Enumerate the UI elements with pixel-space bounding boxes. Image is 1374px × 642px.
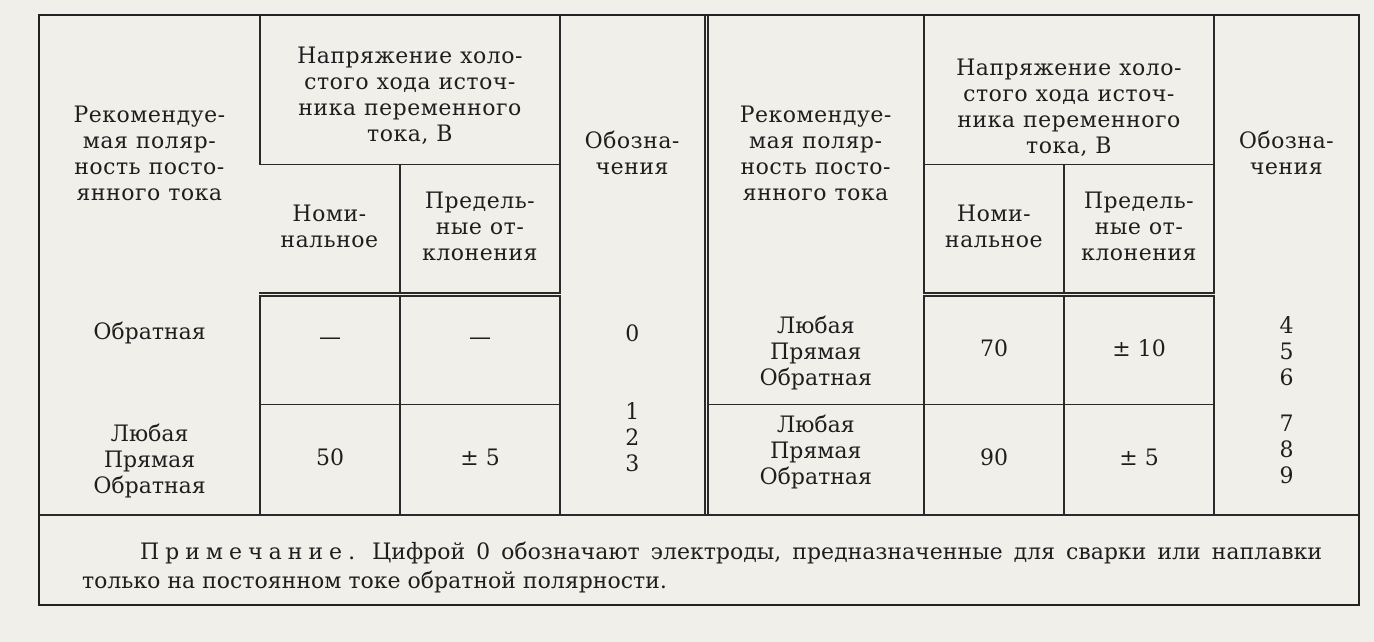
- header-polarity-left: Рекомендуе- мая поляр- ность посто- янного тока: [73, 103, 226, 206]
- right-row-2-codes: 7 8 9: [1214, 404, 1358, 514]
- header-nominal-left: Номи- нальное: [260, 164, 400, 294]
- right-row-2-deviation: ± 5: [1064, 404, 1214, 514]
- electrode-table: [40, 16, 1358, 514]
- document-page: [38, 14, 1360, 606]
- left-code-0: 0: [625, 322, 640, 347]
- header-designation-left: Обозна- чения: [560, 16, 706, 294]
- left-code-3: 3: [625, 452, 640, 477]
- left-row-1-nominal: —: [260, 294, 400, 404]
- right-row-1-deviation: ± 10: [1064, 294, 1214, 404]
- left-row-1-polarity: Обратная: [93, 320, 206, 345]
- left-code-1: 1: [625, 400, 640, 425]
- table-note: [40, 514, 1358, 604]
- right-row-2-polarity: Любая Прямая Обратная: [706, 404, 924, 514]
- left-row-2-nominal: 50: [260, 404, 400, 514]
- header-voltage-left: Напряжение холо- стого хода источ- ника переменного тока, В: [260, 16, 560, 164]
- note-text: Цифрой 0 обозначают электроды, предназначенные для сварки или наплавки только на постоянном токе обратной полярности.: [82, 540, 1322, 594]
- left-row-2-deviation: ± 5: [400, 404, 560, 514]
- header-polarity-right: Рекомендуе- мая поляр- ность посто- янного тока: [706, 16, 924, 294]
- left-row-2-polarity: Любая Прямая Обратная: [93, 422, 206, 499]
- header-nominal-right: Номи- нальное: [924, 164, 1064, 294]
- right-row-1-codes: 4 5 6: [1214, 294, 1358, 404]
- right-row-2-nominal: 90: [924, 404, 1064, 514]
- note-label: Примечание.: [140, 540, 362, 565]
- left-code-2: 2: [625, 426, 640, 451]
- header-designation-right: Обозна- чения: [1214, 16, 1358, 294]
- header-deviation-right: Предель- ные от- клонения: [1064, 164, 1214, 294]
- left-row-1-deviation: —: [400, 294, 560, 404]
- header-deviation-left: Предель- ные от- клонения: [400, 164, 560, 294]
- right-row-1-nominal: 70: [924, 294, 1064, 404]
- left-codes-cell: [560, 294, 706, 514]
- header-voltage-right: Напряжение холо- стого хода источ- ника переменного тока, В: [924, 16, 1214, 164]
- right-row-1-polarity: Любая Прямая Обратная: [706, 294, 924, 404]
